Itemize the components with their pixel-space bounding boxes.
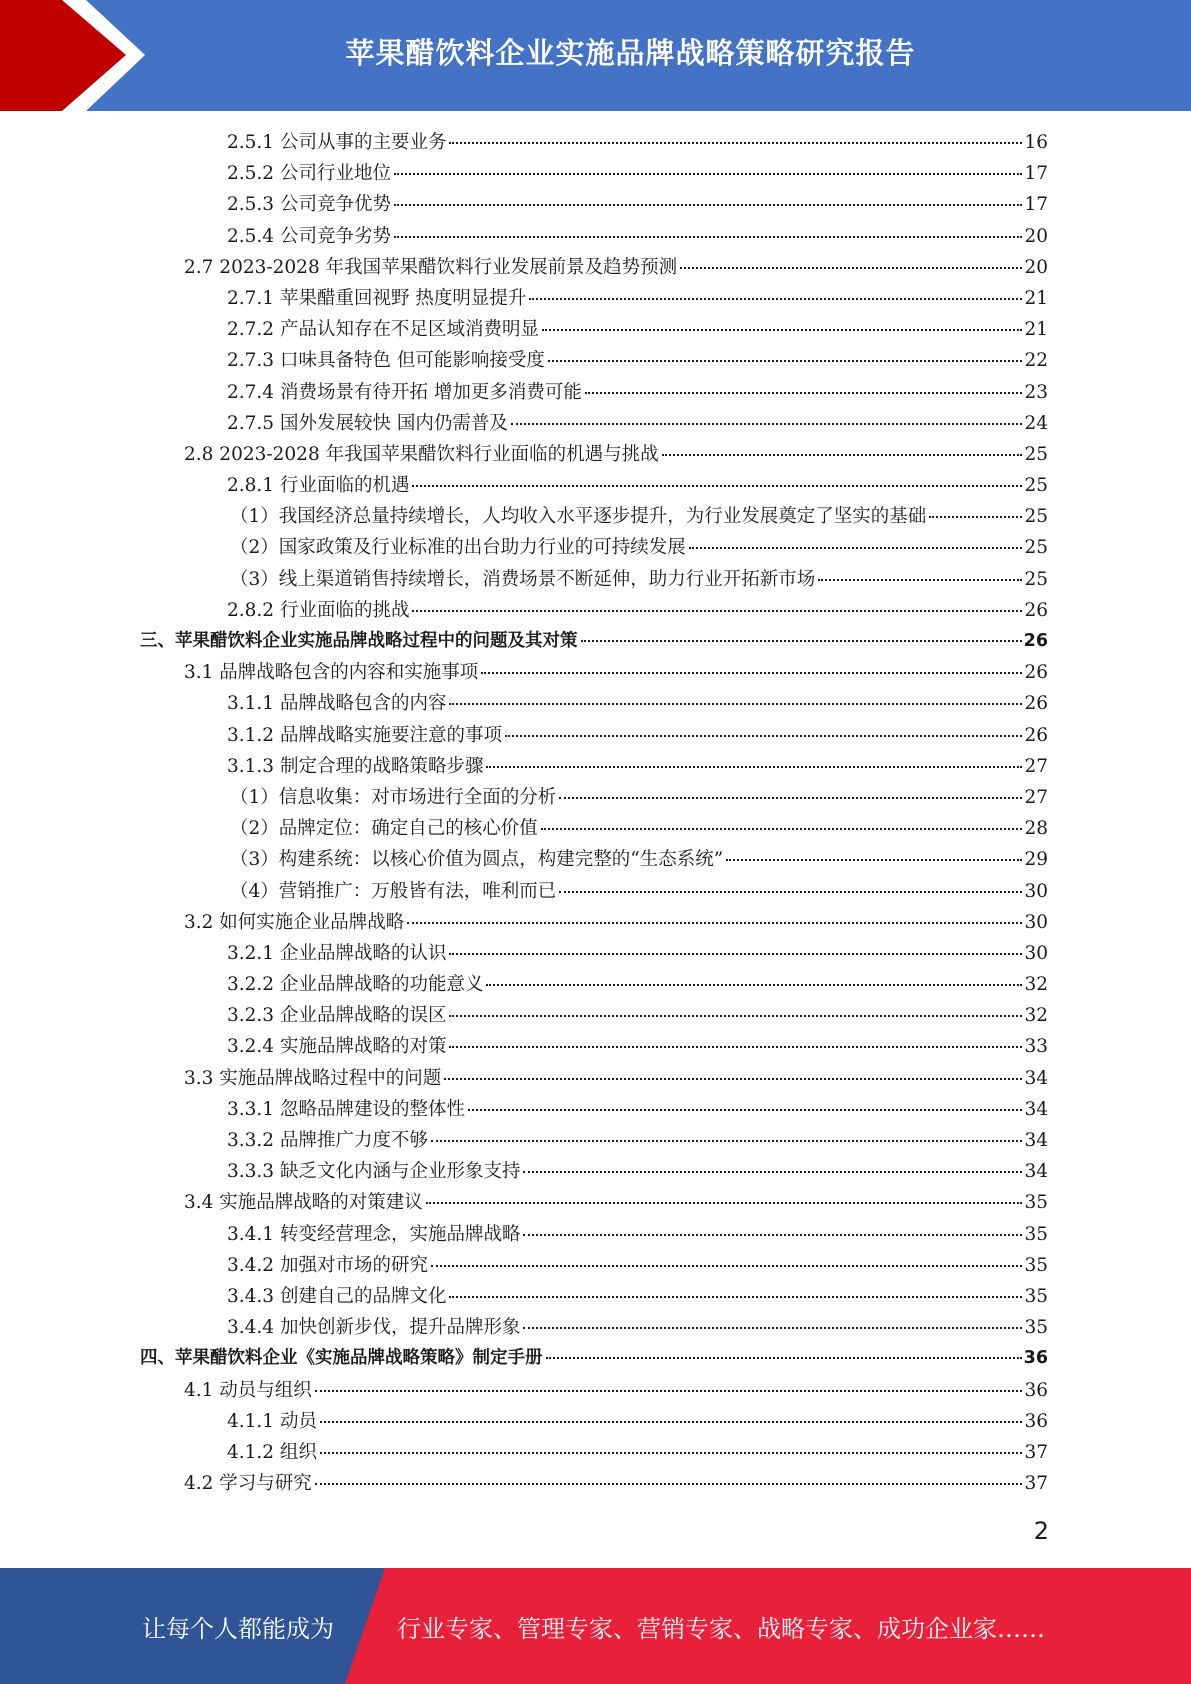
toc-entry[interactable] bbox=[140, 1126, 1048, 1157]
toc-leader-dots bbox=[542, 328, 1022, 331]
toc-leader-dots bbox=[523, 1326, 1022, 1329]
toc-entry-title: （2）国家政策及行业标准的出台助力行业的可持续发展 bbox=[230, 537, 686, 559]
toc-leader-dots bbox=[426, 1201, 1023, 1204]
toc-entry-page: 35 bbox=[1024, 1285, 1048, 1307]
page-header bbox=[0, 0, 1191, 111]
toc-entry-page: 17 bbox=[1024, 194, 1048, 216]
toc-entry[interactable] bbox=[140, 1220, 1048, 1251]
toc-entry[interactable] bbox=[140, 409, 1048, 440]
toc-entry[interactable] bbox=[140, 378, 1048, 409]
toc-leader-dots bbox=[585, 391, 1023, 394]
toc-leader-dots bbox=[486, 983, 1022, 986]
toc-entry-page: 30 bbox=[1024, 942, 1048, 964]
toc-entry-title: 三、苹果醋饮料企业实施品牌战略过程中的问题及其对策 bbox=[140, 631, 578, 651]
toc-entry[interactable] bbox=[140, 1157, 1048, 1188]
toc-entry-page: 34 bbox=[1024, 1067, 1048, 1089]
toc-leader-dots bbox=[412, 484, 1022, 487]
toc-leader-dots bbox=[548, 359, 1023, 362]
toc-entry-title: 2.8.1 行业面临的机遇 bbox=[227, 475, 410, 497]
toc-entry-title: 4.1 动员与组织 bbox=[184, 1379, 312, 1401]
toc-leader-dots bbox=[680, 266, 1022, 269]
toc-entry-title: 2.5.1 公司从事的主要业务 bbox=[227, 132, 447, 153]
toc-entry-page: 32 bbox=[1024, 1005, 1048, 1027]
toc-leader-dots bbox=[662, 453, 1023, 456]
toc-leader-dots bbox=[320, 1451, 1023, 1454]
toc-leader-dots bbox=[449, 1045, 1022, 1048]
toc-entry-title: 2.7.1 苹果醋重回视野 热度明显提升 bbox=[227, 287, 527, 309]
toc-entry-title: （1）信息收集：对市场进行全面的分析 bbox=[230, 786, 557, 808]
toc-entry-page: 35 bbox=[1024, 1192, 1048, 1214]
toc-entry-title: 3.4.4 加快创新步伐，提升品牌形象 bbox=[227, 1317, 521, 1339]
toc-entry[interactable] bbox=[140, 721, 1048, 752]
toc-entry-title: （2）品牌定位：确定自己的核心价值 bbox=[230, 818, 538, 840]
toc-leader-dots bbox=[546, 1356, 1022, 1359]
toc-leader-dots bbox=[511, 422, 1023, 425]
toc-entry[interactable] bbox=[140, 908, 1048, 939]
toc-leader-dots bbox=[449, 952, 1022, 955]
toc-entry[interactable] bbox=[140, 877, 1048, 908]
toc-entry[interactable] bbox=[140, 1469, 1048, 1500]
toc-entry-page: 16 bbox=[1024, 132, 1048, 153]
toc-leader-dots bbox=[529, 297, 1022, 300]
toc-entry-page: 30 bbox=[1024, 880, 1048, 902]
toc-entry-page: 34 bbox=[1024, 1130, 1048, 1151]
toc-entry-page: 25 bbox=[1024, 506, 1048, 528]
toc-entry[interactable] bbox=[140, 689, 1048, 720]
toc-leader-dots bbox=[449, 702, 1022, 705]
toc-entry-title: 3.1.3 制定合理的战略策略步骤 bbox=[227, 755, 484, 777]
toc-entry[interactable] bbox=[140, 627, 1048, 658]
toc-entry[interactable] bbox=[140, 128, 1048, 159]
toc-entry-title: 2.5.4 公司竞争劣势 bbox=[227, 225, 391, 247]
toc-leader-dots bbox=[523, 1170, 1022, 1173]
toc-entry-title: 3.2.4 实施品牌战略的对策 bbox=[227, 1036, 447, 1058]
toc-entry-title: 4.1.2 组织 bbox=[227, 1441, 317, 1463]
toc-entry[interactable] bbox=[140, 1001, 1048, 1032]
toc-entry-title: （4）营销推广：万般皆有法，唯利而已 bbox=[230, 880, 557, 902]
toc-entry-title: （3）构建系统：以核心价值为圆点，构建完整的“生态系统” bbox=[230, 849, 724, 871]
toc-leader-dots bbox=[431, 1264, 1022, 1267]
toc-entry-page: 23 bbox=[1024, 381, 1048, 403]
toc-entry-title: 2.7.4 消费场景有待开拓 增加更多消费可能 bbox=[227, 381, 582, 403]
toc-leader-dots bbox=[394, 172, 1022, 175]
toc-entry-page: 25 bbox=[1024, 568, 1048, 590]
toc-entry-page: 27 bbox=[1024, 755, 1048, 777]
toc-leader-dots bbox=[541, 827, 1023, 830]
toc-entry[interactable] bbox=[140, 1032, 1048, 1063]
toc-entry[interactable] bbox=[140, 1438, 1048, 1469]
toc-entry-title: 3.4.2 加强对市场的研究 bbox=[227, 1254, 428, 1276]
toc-entry-title: 3.4 实施品牌战略的对策建议 bbox=[184, 1192, 423, 1214]
toc-entry-title: 3.1 品牌战略包含的内容和实施事项 bbox=[184, 662, 479, 684]
toc-entry[interactable] bbox=[140, 565, 1048, 596]
toc-entry[interactable] bbox=[140, 814, 1048, 845]
report-title: 苹果醋饮料企业实施品牌战略策略研究报告 bbox=[345, 36, 916, 70]
toc-entry-page: 26 bbox=[1024, 693, 1048, 715]
toc-leader-dots bbox=[505, 734, 1022, 737]
toc-entry-page: 34 bbox=[1024, 1098, 1048, 1120]
toc-entry[interactable] bbox=[140, 533, 1048, 564]
toc-leader-dots bbox=[449, 141, 1022, 144]
toc-leader-dots bbox=[394, 203, 1022, 206]
toc-entry[interactable] bbox=[140, 658, 1048, 689]
toc-entry[interactable] bbox=[140, 315, 1048, 346]
footer-slogan-right: 行业专家、管理专家、营销专家、战略专家、成功企业家…… bbox=[397, 1614, 1045, 1643]
toc-entry-title: 2.7.3 口味具备特色 但可能影响接受度 bbox=[227, 350, 545, 372]
toc-entry-page: 37 bbox=[1024, 1473, 1048, 1495]
toc-entry-title: 2.8 2023-2028 年我国苹果醋饮料行业面临的机遇与挑战 bbox=[184, 443, 659, 465]
toc-entry-page: 28 bbox=[1024, 818, 1048, 840]
toc-entry-title: 3.1.1 品牌战略包含的内容 bbox=[227, 693, 447, 715]
toc-entry[interactable] bbox=[140, 783, 1048, 814]
toc-entry-title: 3.1.2 品牌战略实施要注意的事项 bbox=[227, 724, 502, 746]
toc-entry-page: 35 bbox=[1024, 1223, 1048, 1245]
toc-leader-dots bbox=[394, 235, 1022, 238]
toc-entry[interactable] bbox=[140, 471, 1048, 502]
toc-entry-page: 26 bbox=[1024, 599, 1048, 621]
toc-entry-page: 25 bbox=[1024, 443, 1048, 465]
toc-entry-page: 20 bbox=[1024, 225, 1048, 247]
toc-entry[interactable] bbox=[140, 1407, 1048, 1438]
toc-entry-page: 25 bbox=[1024, 475, 1048, 497]
toc-entry-page: 26 bbox=[1024, 724, 1048, 746]
toc-entry[interactable] bbox=[140, 190, 1048, 221]
toc-entry[interactable] bbox=[140, 1376, 1048, 1407]
toc-leader-dots bbox=[689, 546, 1023, 549]
toc-entry-title: 4.2 学习与研究 bbox=[184, 1473, 312, 1495]
toc-entry[interactable] bbox=[140, 970, 1048, 1001]
toc-entry-title: 4.1.1 动员 bbox=[227, 1410, 317, 1432]
toc-leader-dots bbox=[320, 1420, 1023, 1423]
toc-entry[interactable] bbox=[140, 845, 1048, 876]
toc-entry-page: 30 bbox=[1024, 911, 1048, 933]
toc-entry[interactable] bbox=[140, 222, 1048, 253]
toc-entry-page: 17 bbox=[1024, 163, 1048, 185]
toc-entry[interactable] bbox=[140, 159, 1048, 190]
toc-entry-page: 35 bbox=[1024, 1254, 1048, 1276]
toc-entry-page: 25 bbox=[1024, 537, 1048, 559]
toc-entry-title: 3.2.3 企业品牌战略的误区 bbox=[227, 1005, 447, 1027]
toc-leader-dots bbox=[481, 671, 1022, 674]
toc-entry-page: 26 bbox=[1024, 662, 1048, 684]
toc-leader-dots bbox=[315, 1389, 1023, 1392]
toc-entry-title: 2.7.5 国外发展较快 国内仍需普及 bbox=[227, 412, 508, 434]
toc-entry[interactable] bbox=[140, 939, 1048, 970]
toc-entry-title: 3.3 实施品牌战略过程中的问题 bbox=[184, 1067, 442, 1089]
toc-entry-title: 3.2.1 企业品牌战略的认识 bbox=[227, 942, 447, 964]
toc-entry-title: 3.3.3 缺乏文化内涵与企业形象支持 bbox=[227, 1161, 521, 1183]
toc-leader-dots bbox=[468, 1108, 1022, 1111]
toc-leader-dots bbox=[486, 765, 1022, 768]
toc-entry-title: 2.5.2 公司行业地位 bbox=[227, 163, 391, 185]
toc-entry[interactable] bbox=[140, 1095, 1048, 1126]
toc-leader-dots bbox=[523, 1233, 1022, 1236]
toc-entry-page: 21 bbox=[1024, 319, 1048, 341]
toc-entry-title: （1）我国经济总量持续增长，人均收入水平逐步提升，为行业发展奠定了坚实的基础 bbox=[230, 506, 927, 528]
toc-leader-dots bbox=[726, 858, 1022, 861]
toc-entry-page: 22 bbox=[1024, 350, 1048, 372]
toc-leader-dots bbox=[559, 890, 1022, 893]
page-footer bbox=[0, 1568, 1191, 1684]
toc-entry-title: 3.4.1 转变经营理念，实施品牌战略 bbox=[227, 1223, 521, 1245]
toc-leader-dots bbox=[559, 796, 1022, 799]
toc-entry-page: 20 bbox=[1024, 256, 1048, 278]
toc-entry[interactable] bbox=[140, 1282, 1048, 1313]
toc-entry-page: 35 bbox=[1024, 1317, 1048, 1339]
toc-entry-title: 2.7 2023-2028 年我国苹果醋饮料行业发展前景及趋势预测 bbox=[184, 256, 678, 278]
toc-entry[interactable] bbox=[140, 596, 1048, 627]
toc-entry-page: 27 bbox=[1024, 786, 1048, 808]
toc-entry-page: 26 bbox=[1023, 631, 1048, 651]
toc-entry-title: 3.3.1 忽略品牌建设的整体性 bbox=[227, 1098, 465, 1120]
toc-leader-dots bbox=[431, 1139, 1022, 1142]
toc-entry-title: 3.3.2 品牌推广力度不够 bbox=[227, 1130, 428, 1151]
toc-entry[interactable] bbox=[140, 1188, 1048, 1219]
toc-entry[interactable] bbox=[140, 1251, 1048, 1282]
toc-entry-page: 36 bbox=[1024, 1410, 1048, 1432]
toc-entry[interactable] bbox=[140, 440, 1048, 471]
toc-entry[interactable] bbox=[140, 502, 1048, 533]
toc-entry-title: 3.2 如何实施企业品牌战略 bbox=[184, 911, 405, 933]
toc-leader-dots bbox=[581, 639, 1022, 642]
toc-entry[interactable] bbox=[140, 1064, 1048, 1095]
toc-entry-title: 2.5.3 公司竞争优势 bbox=[227, 194, 391, 216]
toc-entry-title: 2.7.2 产品认知存在不足区域消费明显 bbox=[227, 319, 539, 341]
toc-entry[interactable] bbox=[140, 253, 1048, 284]
toc-entry-title: 3.2.2 企业品牌战略的功能意义 bbox=[227, 974, 484, 996]
toc-leader-dots bbox=[818, 578, 1022, 581]
toc-entry-title: （3）线上渠道销售持续增长，消费场景不断延伸，助力行业开拓新市场 bbox=[230, 568, 816, 590]
toc-leader-dots bbox=[444, 1077, 1022, 1080]
toc-leader-dots bbox=[315, 1482, 1023, 1485]
toc-entry[interactable] bbox=[140, 1344, 1048, 1375]
toc-entry-page: 36 bbox=[1024, 1379, 1048, 1401]
toc-leader-dots bbox=[449, 1014, 1022, 1017]
toc-entry-page: 29 bbox=[1024, 849, 1048, 871]
toc-entry[interactable] bbox=[140, 346, 1048, 377]
toc-entry[interactable] bbox=[140, 1313, 1048, 1344]
toc-entry-page: 33 bbox=[1024, 1036, 1048, 1058]
table-of-contents bbox=[140, 128, 1048, 1500]
toc-entry[interactable] bbox=[140, 284, 1048, 315]
toc-entry[interactable] bbox=[140, 752, 1048, 783]
toc-leader-dots bbox=[412, 609, 1022, 612]
toc-entry-page: 37 bbox=[1024, 1441, 1048, 1463]
toc-entry-page: 36 bbox=[1023, 1348, 1048, 1369]
footer-slogan-left: 让每个人都能成为 bbox=[142, 1614, 334, 1643]
toc-entry-page: 32 bbox=[1024, 974, 1048, 996]
toc-entry-title: 3.4.3 创建自己的品牌文化 bbox=[227, 1285, 447, 1307]
toc-entry-page: 24 bbox=[1024, 412, 1048, 434]
toc-leader-dots bbox=[929, 515, 1022, 518]
toc-leader-dots bbox=[449, 1295, 1022, 1298]
toc-leader-dots bbox=[407, 921, 1022, 924]
toc-entry-title: 2.8.2 行业面临的挑战 bbox=[227, 599, 410, 621]
toc-entry-page: 21 bbox=[1024, 287, 1048, 309]
page-number: 2 bbox=[1033, 1517, 1049, 1545]
toc-entry-page: 34 bbox=[1024, 1161, 1048, 1183]
toc-entry-title: 四、苹果醋饮料企业《实施品牌战略策略》制定手册 bbox=[140, 1348, 543, 1369]
